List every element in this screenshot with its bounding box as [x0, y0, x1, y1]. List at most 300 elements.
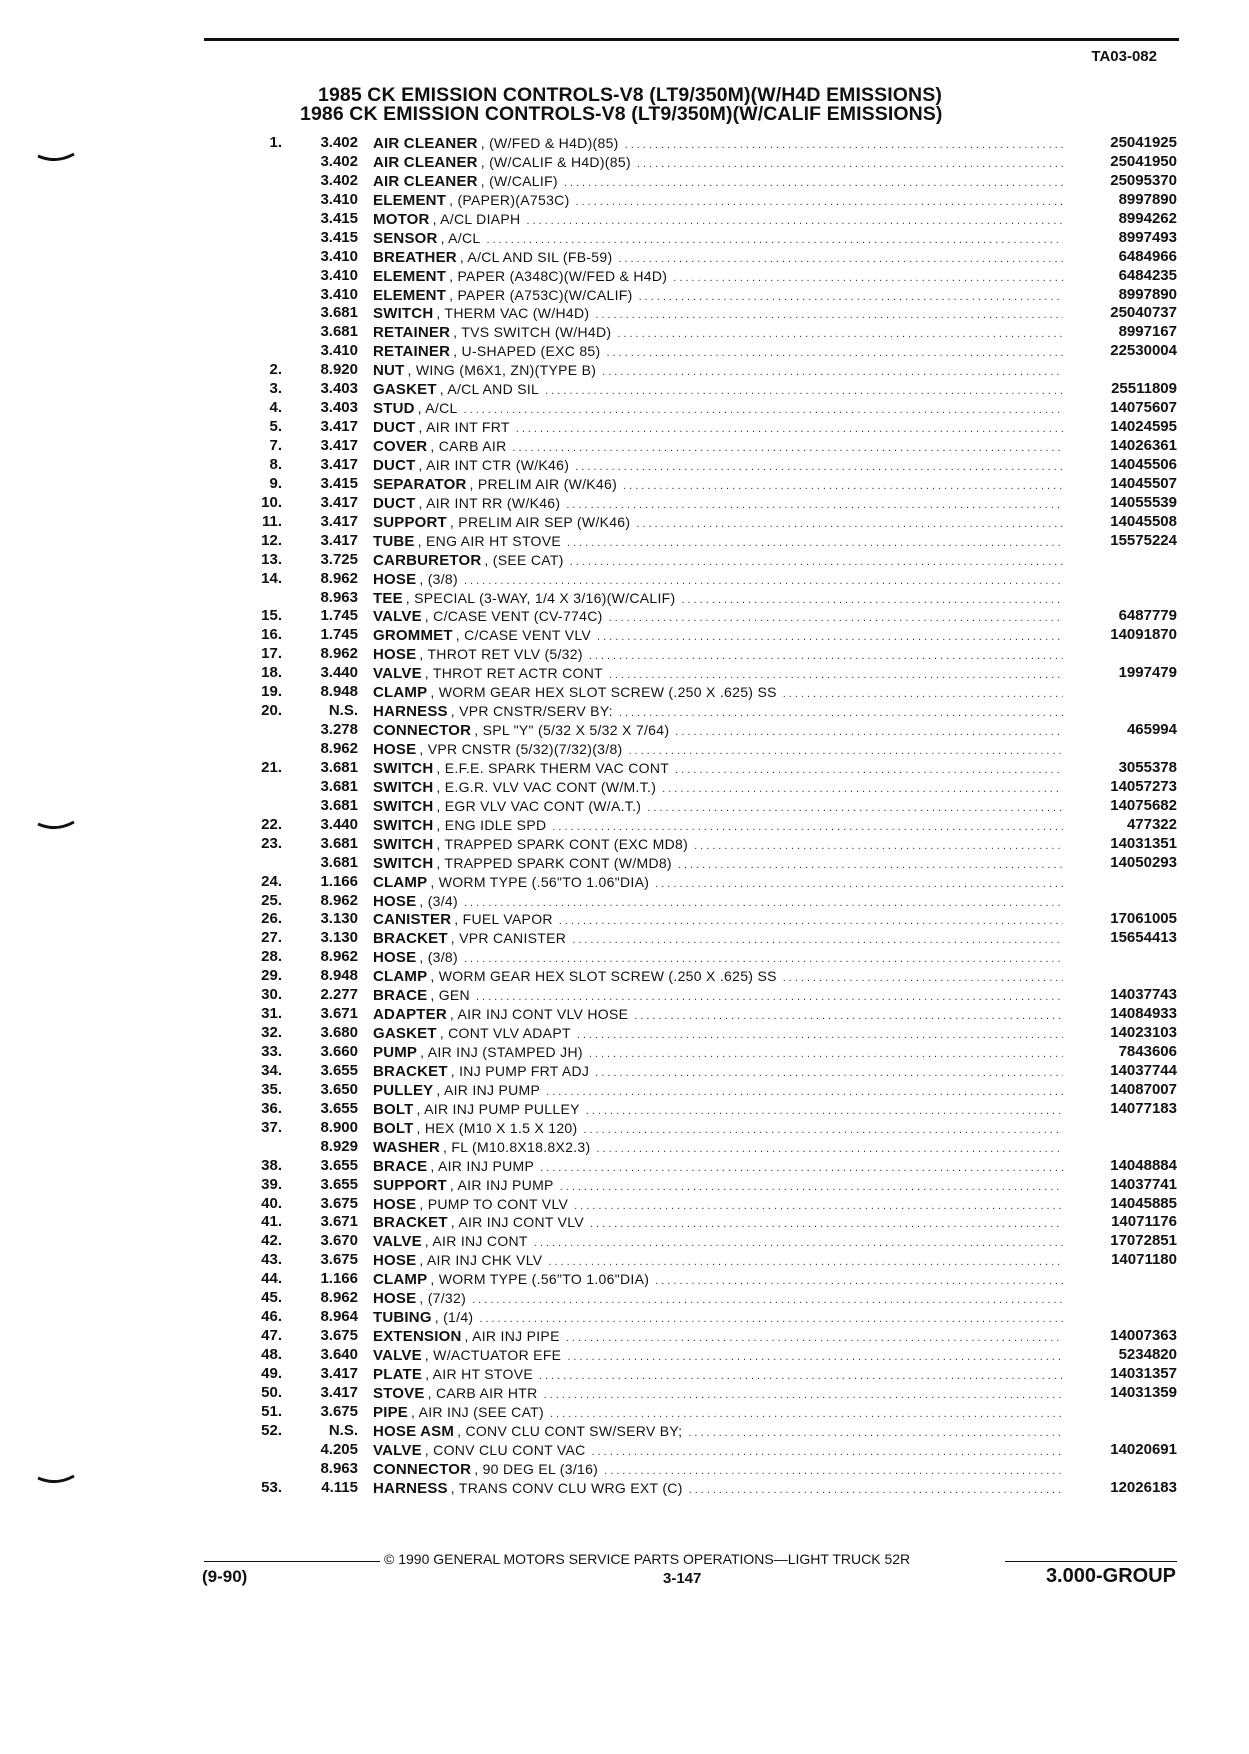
part-name: STOVE: [373, 1384, 425, 1402]
parts-row: [0, 664, 1249, 683]
group-number: 3.410: [320, 266, 358, 284]
parts-row: [0, 286, 1249, 305]
part-qualifier: , VPR CNSTR/SERV BY:: [450, 703, 613, 720]
parts-row: [0, 1308, 1249, 1327]
part-name: PUMP: [373, 1044, 418, 1061]
part-name: HOSE: [373, 741, 417, 758]
parts-row: [0, 1422, 1249, 1441]
group-number: 4.115: [321, 1478, 358, 1496]
part-name: PLATE: [373, 1365, 423, 1383]
item-number: 30.: [261, 986, 282, 1004]
parts-row: [0, 1005, 1249, 1024]
part-name: ELEMENT: [373, 267, 447, 285]
part-description: [373, 1081, 1063, 1102]
part-qualifier: , INJ PUMP FRT ADJ: [450, 1062, 590, 1079]
part-qualifier: , EGR VLV VAC CONT (W/A.T.): [436, 797, 642, 814]
part-number: 465994: [1126, 721, 1177, 739]
parts-row: [0, 304, 1249, 323]
group-number: 3.410: [320, 247, 358, 265]
part-name: PULLEY: [373, 1081, 434, 1099]
parts-row: [0, 986, 1249, 1005]
part-qualifier: , A/CL AND SIL (FB-59): [459, 248, 613, 265]
group-number: N.S.: [328, 1421, 358, 1439]
group-number: 1.166: [320, 1270, 358, 1288]
part-name: HOSE ASM: [373, 1422, 455, 1440]
group-number: 3.680: [320, 1024, 358, 1042]
part-qualifier: , AIR INJ PUMP: [436, 1081, 541, 1098]
part-number: 14071180: [1111, 1251, 1177, 1269]
part-name: BRACKET: [373, 1062, 448, 1080]
part-qualifier: , HEX (M10 X 1.5 X 120): [416, 1119, 578, 1136]
part-description: [373, 1441, 1063, 1462]
dot-leader: [689, 1481, 1063, 1500]
item-number: 26.: [261, 910, 282, 928]
parts-row: [0, 589, 1249, 608]
parts-row: [0, 456, 1249, 475]
part-qualifier: , AIR INJ CONT: [424, 1233, 528, 1250]
part-qualifier: , (1/4): [434, 1309, 474, 1326]
part-name: CONNECTOR: [373, 1460, 472, 1478]
group-number: 3.681: [320, 304, 358, 322]
part-qualifier: , THROT RET VLV (5/32): [419, 646, 583, 663]
parts-row: [0, 929, 1249, 948]
part-qualifier: , A/CL DIAPH: [432, 210, 521, 227]
part-description: [373, 892, 1063, 913]
parts-row: [0, 380, 1249, 399]
group-number: 3.650: [320, 1080, 358, 1098]
part-description: [373, 570, 1063, 591]
item-number: 29.: [261, 967, 282, 985]
group-number: 8.929: [320, 1137, 358, 1155]
item-number: 35.: [261, 1080, 282, 1098]
part-name: CLAMP: [373, 968, 428, 986]
part-description: [373, 1005, 1063, 1026]
part-description: [373, 626, 1063, 647]
group-number: 3.415: [320, 474, 358, 492]
part-qualifier: , PRELIM AIR (W/K46): [469, 475, 618, 492]
part-name: MOTOR: [373, 210, 430, 228]
item-number: 27.: [261, 929, 282, 947]
part-number: 14045507: [1110, 474, 1177, 492]
part-qualifier: , CONV CLU CONT VAC: [424, 1441, 586, 1458]
part-number: 8997167: [1118, 323, 1177, 341]
part-description: [373, 664, 1063, 685]
parts-row: [0, 1441, 1249, 1460]
part-number: 6487779: [1118, 607, 1177, 625]
part-name: HOSE: [373, 892, 417, 910]
part-qualifier: , A/CL: [440, 229, 481, 246]
part-description: [373, 1043, 1063, 1064]
part-description: [373, 1346, 1063, 1367]
part-name: VALVE: [373, 665, 422, 683]
item-number: 23.: [261, 834, 282, 852]
item-number: 31.: [261, 1005, 282, 1023]
group-number: 3.681: [320, 834, 358, 852]
item-number: 52.: [261, 1421, 282, 1439]
part-qualifier: , (PAPER)(A753C): [449, 191, 570, 208]
page-title-1986: 1986 CK EMISSION CONTROLS-V8 (LT9/350M)(W/CALIF EMISSIONS): [300, 103, 943, 125]
parts-row: [0, 797, 1249, 816]
parts-row: [0, 191, 1249, 210]
part-qualifier: , CONV CLU CONT SW/SERV BY;: [457, 1422, 683, 1439]
part-number: 25041925: [1110, 134, 1177, 151]
part-name: BOLT: [373, 1119, 414, 1137]
parts-row: [0, 854, 1249, 873]
parts-list: [0, 134, 1249, 1498]
part-name: HOSE: [373, 570, 417, 588]
part-name: SUPPORT: [373, 1176, 447, 1194]
part-number: 8997493: [1118, 228, 1177, 246]
part-name: DUCT: [373, 419, 416, 437]
part-qualifier: , (3/8): [419, 949, 458, 966]
group-number: 3.681: [320, 777, 358, 795]
part-description: [373, 873, 1063, 894]
group-number: 3.417: [320, 531, 358, 549]
group-number: 3.415: [320, 228, 358, 246]
group-number: 2.277: [320, 986, 358, 1004]
parts-row: [0, 1384, 1249, 1403]
part-number: 25040737: [1110, 304, 1177, 322]
part-qualifier: , THROT RET ACTR CONT: [424, 665, 603, 682]
parts-row: [0, 153, 1249, 172]
parts-row: [0, 551, 1249, 570]
part-description: [373, 399, 1063, 420]
footer-rule-right: [1005, 1561, 1177, 1562]
part-description: [373, 1195, 1063, 1216]
part-description: [373, 153, 1063, 174]
part-name: SWITCH: [373, 759, 434, 777]
part-number: 14037744: [1110, 1061, 1177, 1079]
part-name: HOSE: [373, 1195, 417, 1213]
part-description: [373, 172, 1063, 193]
part-number: 14057273: [1110, 777, 1177, 795]
part-number: 14075607: [1110, 399, 1177, 417]
part-description: [373, 1365, 1063, 1386]
part-name: DUCT: [373, 456, 416, 474]
group-number: 3.417: [320, 1364, 358, 1382]
item-number: 4.: [269, 399, 282, 417]
top-rule: [204, 38, 1179, 41]
parts-row: [0, 1157, 1249, 1176]
group-number: 3.440: [320, 664, 358, 682]
part-name: SWITCH: [373, 305, 434, 323]
part-description: [373, 304, 1063, 325]
group-number: 3.417: [320, 437, 358, 454]
parts-row: [0, 361, 1249, 380]
parts-row: [0, 1365, 1249, 1384]
part-qualifier: , CARB AIR HTR: [427, 1384, 538, 1401]
part-qualifier: , VPR CANISTER: [450, 930, 567, 947]
group-number: 1.745: [320, 607, 358, 625]
part-name: ELEMENT: [373, 191, 447, 209]
part-qualifier: , WORM GEAR HEX SLOT SCREW (.250 X .625) SS: [430, 968, 777, 985]
item-number: 2.: [269, 361, 282, 379]
group-number: 3.410: [320, 190, 358, 208]
item-number: 1.: [269, 134, 282, 151]
part-qualifier: , TRAPPED SPARK CONT (W/MD8): [436, 854, 672, 871]
parts-row: [0, 1213, 1249, 1232]
part-number: 14031357: [1110, 1364, 1177, 1382]
item-number: 49.: [261, 1364, 282, 1382]
part-description: [373, 967, 1063, 988]
group-number: 8.964: [320, 1308, 358, 1326]
item-number: 5.: [269, 418, 282, 436]
part-number: 5234820: [1118, 1346, 1177, 1363]
part-number: 14026361: [1110, 437, 1177, 454]
part-description: [373, 1176, 1063, 1197]
part-qualifier: , VPR CNSTR (5/32)(7/32)(3/8): [419, 741, 623, 757]
part-description: [373, 1232, 1063, 1253]
part-name: SUPPORT: [373, 513, 447, 531]
part-qualifier: , TRAPPED SPARK CONT (EXC MD8): [436, 835, 689, 852]
parts-row: [0, 967, 1249, 986]
part-name: VALVE: [373, 1441, 422, 1459]
part-description: [373, 607, 1063, 628]
group-number: 3.130: [320, 910, 358, 928]
item-number: 43.: [261, 1251, 282, 1269]
part-name: RETAINER: [373, 343, 451, 361]
parts-row: [0, 1270, 1249, 1289]
group-number: 3.671: [320, 1005, 358, 1023]
part-description: [373, 740, 1063, 761]
part-qualifier: , U-SHAPED (EXC 85): [453, 343, 601, 360]
part-description: [373, 1251, 1063, 1272]
item-number: 36.: [261, 1099, 282, 1117]
item-number: 28.: [261, 948, 282, 966]
part-description: [373, 589, 1063, 610]
group-number: 3.278: [320, 721, 358, 739]
group-number: 3.681: [320, 796, 358, 814]
parts-row: [0, 323, 1249, 342]
item-number: 38.: [261, 1156, 282, 1174]
part-qualifier: , AIR HT STOVE: [425, 1365, 533, 1382]
part-description: [373, 418, 1063, 439]
part-name: HARNESS: [373, 1479, 448, 1497]
part-number: 3055378: [1118, 758, 1177, 776]
item-number: 24.: [261, 872, 282, 890]
part-number: 8997890: [1118, 190, 1177, 208]
item-number: 39.: [261, 1175, 282, 1193]
item-number: 53.: [261, 1478, 282, 1496]
group-number: 8.948: [320, 967, 358, 985]
part-qualifier: , WORM TYPE (.56"TO 1.06"DIA): [430, 873, 650, 890]
page-number: 3-147: [663, 1570, 702, 1587]
part-qualifier: , (W/CALIF & H4D)(85): [480, 153, 631, 170]
parts-row: [0, 229, 1249, 248]
part-number: 14007363: [1110, 1327, 1177, 1345]
part-description: [373, 948, 1063, 969]
part-description: [373, 835, 1063, 856]
part-name: STUD: [373, 400, 415, 418]
part-number: 14084933: [1110, 1005, 1177, 1023]
part-qualifier: , AIR INJ (STAMPED JH): [420, 1044, 583, 1060]
parts-row: [0, 1100, 1249, 1119]
parts-row: [0, 1138, 1249, 1157]
part-description: [373, 342, 1063, 363]
part-qualifier: , FUEL VAPOR: [454, 911, 553, 928]
revision-date: (9-90): [202, 1567, 248, 1586]
part-qualifier: , (W/FED & H4D)(85): [480, 135, 619, 151]
group-number: 3.725: [320, 550, 358, 568]
parts-row: [0, 513, 1249, 532]
parts-row: [0, 910, 1249, 929]
parts-row: [0, 1195, 1249, 1214]
part-number: 25511809: [1111, 380, 1177, 398]
item-number: 33.: [261, 1043, 282, 1060]
parts-row: [0, 475, 1249, 494]
part-description: [373, 759, 1063, 780]
parts-row: [0, 172, 1249, 191]
part-name: VALVE: [373, 1233, 422, 1251]
parts-row: [0, 1119, 1249, 1138]
part-qualifier: , AIR INJ CONT VLV: [450, 1214, 584, 1231]
item-number: 21.: [261, 758, 282, 776]
part-description: [373, 1460, 1063, 1481]
part-description: [373, 229, 1063, 250]
part-qualifier: , (3/4): [419, 892, 458, 909]
part-number: 14077183: [1110, 1099, 1177, 1117]
group-label: 3.000-GROUP: [1045, 1565, 1176, 1587]
part-name: SWITCH: [373, 797, 434, 815]
part-number: 14031351: [1110, 834, 1177, 852]
page-title-1985: 1985 CK EMISSION CONTROLS-V8 (LT9/350M)(W/H4D EMISSIONS): [318, 84, 942, 106]
part-number: 477322: [1126, 815, 1177, 833]
parts-row: [0, 1043, 1249, 1062]
group-number: 3.675: [320, 1194, 358, 1212]
part-description: [373, 475, 1063, 496]
part-description: [373, 645, 1063, 666]
group-number: 3.655: [320, 1175, 358, 1193]
part-name: EXTENSION: [373, 1328, 462, 1346]
part-qualifier: , THERM VAC (W/H4D): [436, 305, 590, 322]
part-qualifier: , PAPER (A753C)(W/CALIF): [449, 286, 633, 303]
group-number: 3.655: [320, 1061, 358, 1079]
parts-row: [0, 1479, 1249, 1498]
parts-row: [0, 1081, 1249, 1100]
group-number: 3.130: [320, 929, 358, 947]
group-number: 3.675: [320, 1327, 358, 1345]
part-number: 17061005: [1110, 910, 1177, 928]
part-description: [373, 816, 1063, 837]
part-number: 8994262: [1118, 209, 1177, 227]
item-number: 34.: [261, 1061, 282, 1079]
part-qualifier: , E.F.E. SPARK THERM VAC CONT: [436, 759, 670, 776]
part-qualifier: , PAPER (A348C)(W/FED & H4D): [449, 267, 668, 284]
part-name: GROMMET: [373, 627, 453, 645]
part-qualifier: , PUMP TO CONT VLV: [419, 1195, 569, 1212]
parts-row: [0, 1251, 1249, 1270]
part-description: [373, 1289, 1063, 1310]
item-number: 48.: [261, 1346, 282, 1363]
part-name: ELEMENT: [373, 286, 447, 304]
parts-row: [0, 1024, 1249, 1043]
group-number: 3.402: [320, 171, 358, 189]
part-description: [373, 1062, 1063, 1083]
parts-row: [0, 873, 1249, 892]
group-number: N.S.: [328, 702, 358, 720]
part-description: [373, 1100, 1063, 1121]
item-number: 46.: [261, 1308, 282, 1326]
part-number: 14024595: [1110, 418, 1177, 436]
parts-row: [0, 759, 1249, 778]
group-number: 3.640: [320, 1346, 358, 1363]
part-description: [373, 1422, 1063, 1443]
part-description: [373, 1157, 1063, 1178]
group-number: 3.675: [320, 1251, 358, 1269]
part-qualifier: , AIR INT CTR (W/K46): [418, 456, 570, 473]
part-qualifier: , GEN: [430, 987, 470, 1004]
part-description: [373, 1138, 1063, 1159]
part-name: SWITCH: [373, 854, 434, 872]
group-number: 3.671: [320, 1213, 358, 1231]
parts-row: [0, 721, 1249, 740]
parts-row: [0, 778, 1249, 797]
part-name: PIPE: [373, 1403, 408, 1421]
group-number: 1.166: [320, 872, 358, 890]
parts-row: [0, 210, 1249, 229]
part-qualifier: , AIR INJ PUMP: [430, 1157, 535, 1174]
group-number: 3.417: [320, 493, 358, 511]
part-name: GASKET: [373, 381, 437, 399]
item-number: 13.: [261, 550, 282, 568]
parts-row: [0, 134, 1249, 153]
part-qualifier: , AIR INJ CONT VLV HOSE: [449, 1006, 629, 1023]
part-description: [373, 267, 1063, 288]
part-qualifier: , ENG IDLE SPD: [436, 816, 547, 833]
part-number: 7843606: [1118, 1043, 1177, 1060]
parts-row: [0, 948, 1249, 967]
parts-row: [0, 1327, 1249, 1346]
item-number: 8.: [269, 455, 282, 473]
group-number: 3.681: [320, 853, 358, 871]
part-name: ADAPTER: [373, 1006, 447, 1024]
part-number: 14075682: [1110, 796, 1177, 814]
item-number: 25.: [261, 891, 282, 909]
part-name: BOLT: [373, 1100, 414, 1118]
parts-row: [0, 248, 1249, 267]
part-number: 14037741: [1110, 1175, 1177, 1193]
group-number: 3.670: [320, 1232, 358, 1250]
part-description: [373, 721, 1063, 742]
part-qualifier: , AIR INJ PUMP: [449, 1176, 554, 1193]
part-description: [373, 513, 1063, 534]
part-qualifier: , W/ACTUATOR EFE: [424, 1347, 562, 1363]
part-number: 14045508: [1110, 512, 1177, 530]
part-number: 14023103: [1110, 1024, 1177, 1042]
parts-row: [0, 1289, 1249, 1308]
parts-row: [0, 342, 1249, 361]
group-number: 3.681: [320, 758, 358, 776]
group-number: 8.920: [320, 361, 358, 379]
group-number: 3.675: [320, 1402, 358, 1420]
item-number: 40.: [261, 1194, 282, 1212]
part-name: HOSE: [373, 1290, 417, 1308]
part-number: 22530004: [1110, 342, 1177, 360]
part-qualifier: , C/CASE VENT VLV: [455, 627, 592, 644]
part-name: BREATHER: [373, 248, 457, 266]
part-name: VALVE: [373, 1347, 422, 1364]
part-name: SWITCH: [373, 816, 434, 834]
part-qualifier: , (7/32): [419, 1290, 467, 1307]
parts-row: [0, 437, 1249, 456]
item-number: 51.: [261, 1402, 282, 1420]
part-name: CARBURETOR: [373, 551, 482, 569]
part-number: 15654413: [1110, 929, 1177, 947]
part-number: 14045885: [1110, 1194, 1177, 1212]
item-number: 9.: [269, 474, 282, 492]
group-number: 8.963: [320, 1459, 358, 1477]
parts-row: [0, 626, 1249, 645]
